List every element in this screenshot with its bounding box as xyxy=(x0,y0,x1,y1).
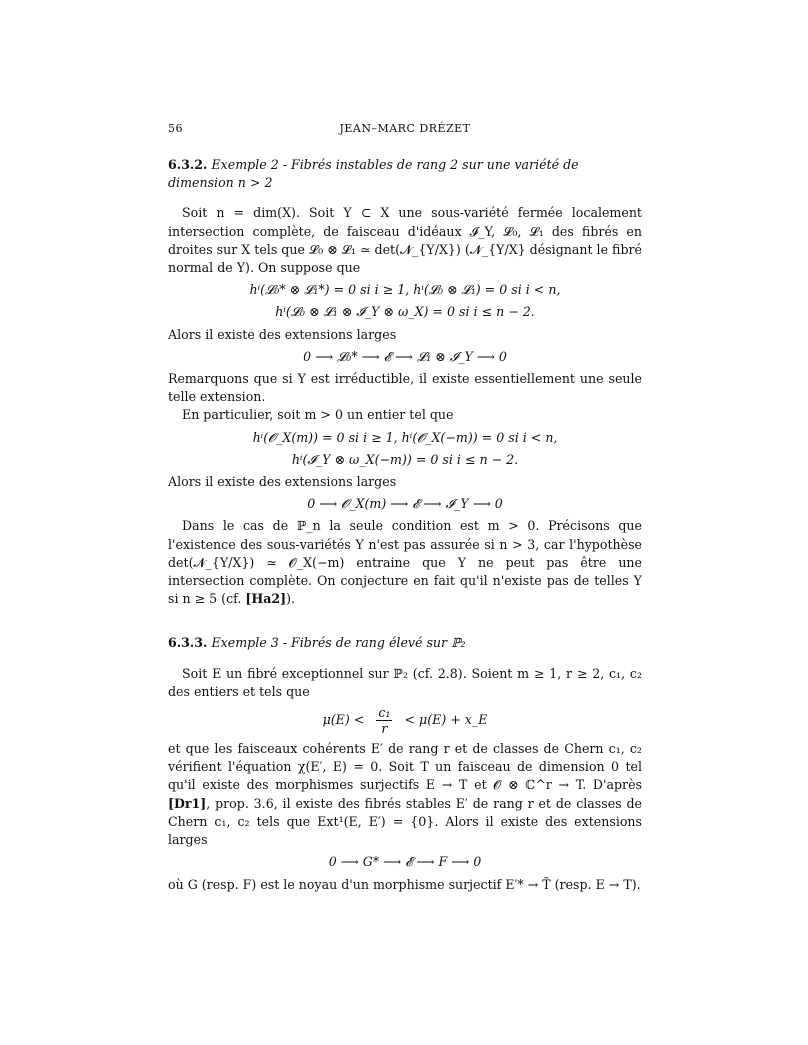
inequality-left: μ(E) < xyxy=(322,712,365,728)
fraction xyxy=(376,705,392,736)
paragraph-text: ). xyxy=(286,591,296,607)
exact-sequence: 0 ⟶ 𝓞_X(m) ⟶ 𝓔 ⟶ 𝓘_Y ⟶ 0 xyxy=(307,496,503,512)
paragraph xyxy=(168,740,642,849)
paragraph: où G (resp. F) est le noyau d'un morphisme surjectif E′* → T̃ (resp. E → T). xyxy=(168,876,641,892)
fraction-numerator: c₁ xyxy=(378,705,391,721)
paragraph: Alors il existe des extensions larges xyxy=(168,326,397,342)
spacer xyxy=(168,608,642,634)
section-title: Exemple 2 - Fibrés instables de rang 2 sur une variété de dimension n > 2 xyxy=(168,157,579,191)
paragraph-text: Dans le cas de ℙ_n la seule condition est m > 0. Précisons que l'existence des sous-variétés Y n'est pas assurée si n > 3, car l'hypothèse det(𝓝_{Y/X}) ≃ 𝓞_X(−m) entraine que Y ne peut pas être une intersection complète. On conjecture en fait qu'il n'existe pas de telles Y si n ≥ 5 (cf. xyxy=(168,518,642,607)
author-header: JEAN–MARC DRÉZET xyxy=(339,122,471,135)
paragraph: Soit n = dim(X). Soit Y ⊂ X une sous-variété fermée localement intersection complète, de faisceau d'idéaux 𝓘_Y, 𝓛₀, 𝓛₁ des fibrés en droites sur X tels que 𝓛₀ ⊗ 𝓛₁ ≃ det(𝓝_{Y/X}) (𝓝_{Y/X} désignant le fibré normal de Y). On suppose que xyxy=(168,205,642,276)
exact-sequence: 0 ⟶ G* ⟶ 𝓔 ⟶ F ⟶ 0 xyxy=(328,854,482,870)
paragraph: Soit E un fibré exceptionnel sur ℙ₂ (cf. 2.8). Soient m ≥ 1, r ≥ 2, c₁, c₂ des entiers et tels que xyxy=(168,665,642,699)
display-inequality xyxy=(168,705,642,736)
fraction-denominator: r xyxy=(381,721,388,737)
section-heading-6-3-2 xyxy=(168,156,642,192)
running-header xyxy=(168,120,642,138)
section-number: 6.3.2. xyxy=(168,157,208,172)
paragraph-text: , prop. 3.6, il existe des fibrés stables E′ de rang r et de classes de Chern c₁, c₂ tels que Ext¹(E, E′) = {0}. Alors il existe des extensions larges xyxy=(168,795,642,848)
page-body xyxy=(168,120,642,894)
citation-link[interactable]: [Dr1] xyxy=(168,795,207,811)
display-equation: hⁱ(𝓞_X(m)) = 0 si i ≥ 1, hⁱ(𝓞_X(−m)) = 0 si i < n, xyxy=(252,429,558,445)
display-equation: hⁱ(𝓛₀ ⊗ 𝓛₁ ⊗ 𝓘_Y ⊗ ω_X) = 0 si i ≤ n − 2. xyxy=(275,304,535,320)
inequality-right: < μ(E) + x_E xyxy=(404,712,488,728)
paragraph: En particulier, soit m > 0 un entier tel que xyxy=(182,407,454,423)
paragraph: Remarquons que si Y est irréductible, il existe essentiellement une seule telle extension. xyxy=(168,371,642,405)
exact-sequence: 0 ⟶ 𝓛₀* ⟶ 𝓔 ⟶ 𝓛₁ ⊗ 𝓘_Y ⟶ 0 xyxy=(303,348,507,364)
citation-link[interactable]: [Ha2] xyxy=(245,591,287,607)
paragraph: Alors il existe des extensions larges xyxy=(168,474,397,490)
paragraph xyxy=(168,517,642,608)
section-heading-6-3-3 xyxy=(168,634,642,652)
paragraph-text: et que les faisceaux cohérents E′ de rang r et de classes de Chern c₁, c₂ vérifient l'équation χ(E′, E) = 0. Soit T un faisceau de dimension 0 tel qu'il existe des morphismes surjectifs E → T et 𝓞 ⊗ ℂ^r → T. D'après xyxy=(168,741,642,793)
section-number: 6.3.3. xyxy=(168,635,208,651)
display-equation: hⁱ(𝓘_Y ⊗ ω_X(−m)) = 0 si i ≤ n − 2. xyxy=(291,451,519,467)
section-title: Exemple 3 - Fibrés de rang élevé sur ℙ₂ xyxy=(211,635,466,651)
display-equation: hⁱ(𝓛₀* ⊗ 𝓛₁*) = 0 si i ≥ 1, hⁱ(𝓛₀ ⊗ 𝓛₁) = 0 si i < n, xyxy=(249,282,561,298)
page-number: 56 xyxy=(168,122,183,135)
